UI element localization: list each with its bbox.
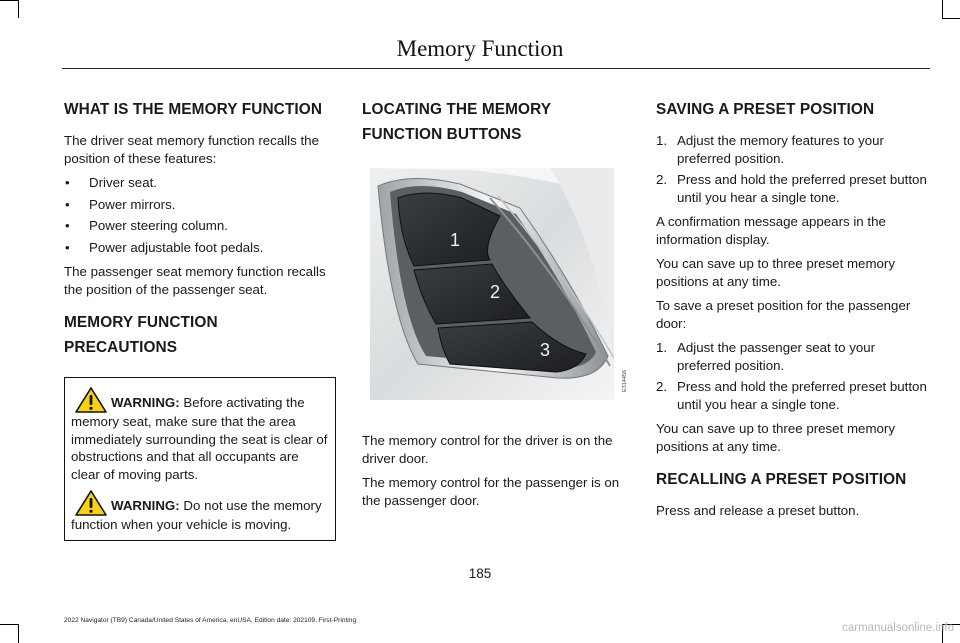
section-heading-recalling: RECALLING A PRESET POSITION — [656, 471, 907, 488]
crop-mark — [942, 0, 943, 18]
warning-triangle-icon — [75, 490, 107, 516]
page-number: 185 — [468, 566, 492, 581]
crop-mark — [18, 624, 19, 643]
list-item: 2. Press and hold the preferred preset button until you hear a single tone. — [656, 172, 927, 205]
warning-item — [71, 387, 329, 483]
crop-mark — [0, 0, 18, 1]
button-label-3: 3 — [540, 340, 551, 360]
list-item: • Power adjustable foot pedals. — [64, 239, 336, 257]
warning-triangle-icon — [75, 387, 107, 413]
crop-mark — [18, 0, 19, 18]
list-item: 1. Adjust the memory features to your preferred position. — [656, 133, 884, 166]
driver-steps — [656, 132, 930, 206]
driver-door-text: The memory control for the driver is on the driver door. — [362, 433, 613, 466]
section-heading-precautions-1: MEMORY FUNCTION — [64, 314, 218, 331]
crop-mark — [0, 624, 18, 625]
warning-text: Before activating the memory seat, make sure that the area immediately surrounding the seat is clear of obstructions and that all occupants are clear of moving parts. — [71, 395, 328, 482]
confirm-paragraph: A confirmation message appears in the information display. — [656, 214, 886, 247]
list-item: • Power mirrors. — [64, 196, 336, 214]
page-title: Memory Function — [396, 36, 564, 61]
save-up-paragraph: You can save up to three preset memory positions at any time. — [656, 421, 895, 454]
section-heading-precautions-2: PRECAUTIONS — [64, 339, 178, 356]
warning-label: WARNING: — [111, 395, 180, 410]
edition-info: 2022 Navigator (TB9) Canada/United States of America, enUSA, Edition date: 202109, First-Printing — [64, 617, 357, 624]
list-item: 1. Adjust the passenger seat to your preferred position. — [656, 340, 876, 373]
recall-paragraph: Press and release a preset button. — [656, 503, 860, 518]
left-column — [64, 98, 336, 541]
section-heading-locating-1: LOCATING THE MEMORY — [362, 101, 552, 118]
passenger-steps — [656, 339, 930, 413]
right-column — [656, 98, 930, 527]
warning-label: WARNING: — [111, 498, 180, 513]
warning-text: Do not use the memory function when your vehicle is moving. — [71, 498, 322, 532]
button-label-2: 2 — [490, 282, 501, 302]
passenger-paragraph: The passenger seat memory function recalls the position of the passenger seat. — [64, 264, 326, 297]
button-label-1: 1 — [450, 230, 461, 250]
list-item: • Power steering column. — [64, 217, 336, 235]
middle-column — [362, 98, 634, 147]
feature-list — [64, 174, 336, 256]
figure-code: E314456 — [622, 369, 628, 392]
warning-box — [64, 377, 336, 541]
watermark: carmanualsonline.info — [842, 622, 954, 634]
middle-column-body — [362, 432, 634, 516]
passenger-door-text: The memory control for the passenger is on the passenger door. — [362, 475, 620, 508]
warning-item — [71, 490, 329, 534]
passenger-intro-paragraph: To save a preset position for the passenger door: — [656, 298, 911, 331]
header-rule — [62, 68, 930, 69]
list-item: • Driver seat. — [64, 174, 336, 192]
memory-buttons-illustration — [370, 168, 614, 400]
section-heading-saving: SAVING A PRESET POSITION — [656, 101, 875, 118]
section-heading-what-is: WHAT IS THE MEMORY FUNCTION — [64, 101, 323, 118]
crop-mark — [942, 18, 960, 19]
list-item: 2. Press and hold the preferred preset button until you hear a single tone. — [656, 379, 927, 412]
save-up-paragraph: You can save up to three preset memory positions at any time. — [656, 256, 895, 289]
intro-paragraph: The driver seat memory function recalls the position of these features: — [64, 133, 319, 166]
section-heading-locating-2: FUNCTION BUTTONS — [362, 126, 522, 143]
